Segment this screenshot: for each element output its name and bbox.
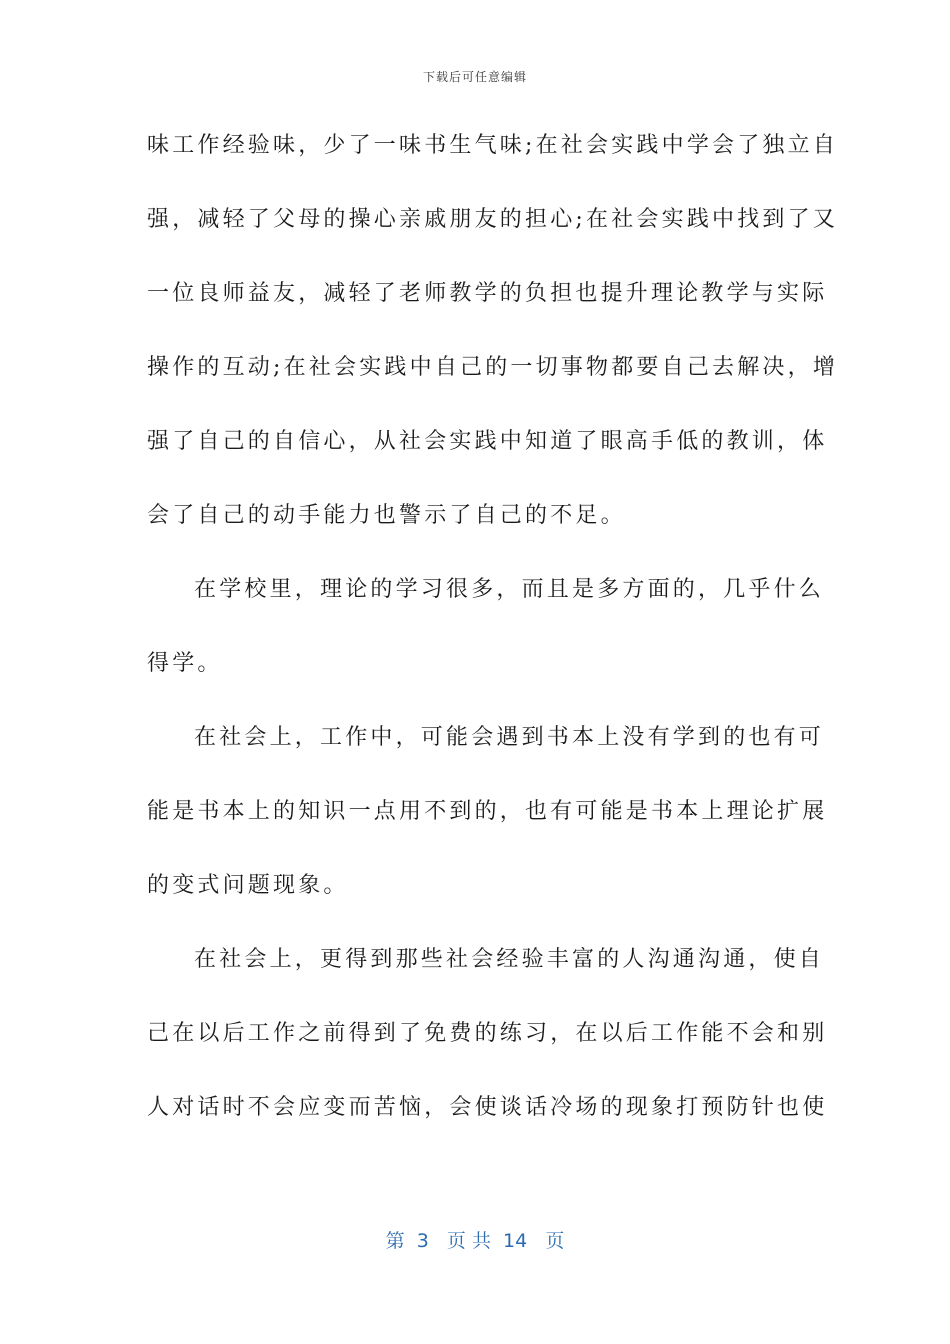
text-line: 强了自己的自信心，从社会实践中知道了眼高手低的教训，体	[147, 429, 828, 454]
text-line: 味工作经验味，少了一味书生气味;在社会实践中学会了独立自	[147, 133, 839, 158]
text-line: 能是书本上的知识一点用不到的，也有可能是书本上理论扩展	[147, 799, 828, 824]
text-line: 强，减轻了父母的操心亲戚朋友的担心;在社会实践中找到了又	[147, 207, 839, 232]
text-line: 的变式问题现象。	[147, 873, 349, 898]
text-line: 得学。	[147, 651, 223, 676]
page-header: 下载后可任意编辑	[422, 70, 527, 84]
paragraph-first-line: 在社会上，工作中，可能会遇到书本上没有学到的也有可	[194, 725, 825, 750]
paragraph-first-line: 在学校里，理论的学习很多，而且是多方面的，几乎什么	[194, 577, 825, 602]
text-line: 会了自己的动手能力也警示了自己的不足。	[147, 503, 626, 528]
document-body	[147, 120, 839, 1156]
paragraph-first-line: 在社会上，更得到那些社会经验丰富的人沟通沟通，使自	[194, 947, 825, 972]
text-line: 操作的互动;在社会实践中自己的一切事物都要自己去解决，增	[147, 355, 839, 380]
page-number-footer: 第 3 页 共 14 页	[385, 1230, 565, 1252]
text-line: 一位良师益友，减轻了老师教学的负担也提升理论教学与实际	[147, 281, 828, 306]
text-line: 己在以后工作之前得到了免费的练习，在以后工作能不会和别	[147, 1021, 828, 1046]
text-line: 人对话时不会应变而苦恼，会使谈话冷场的现象打预防针也使	[147, 1095, 828, 1120]
